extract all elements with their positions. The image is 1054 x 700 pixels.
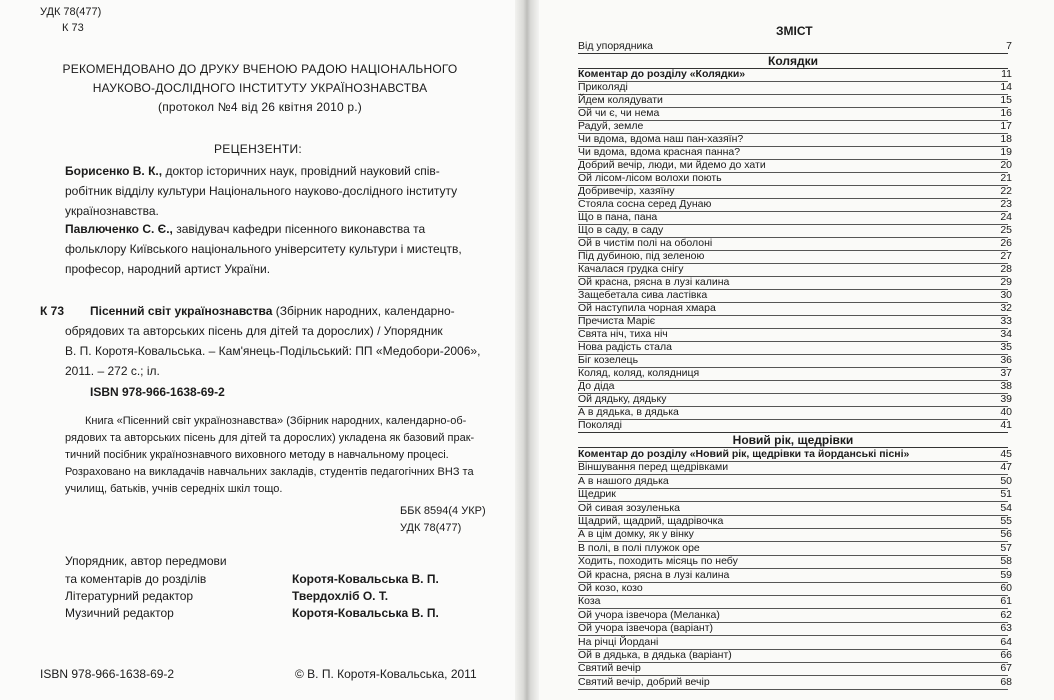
toc-entry-page: 23	[1000, 198, 1012, 210]
toc-entry-page: 61	[1000, 595, 1012, 608]
toc-row	[578, 595, 1012, 609]
toc-entry-page: 19	[1000, 146, 1012, 158]
toc-entry-title: Ой красна, рясна в лузі калина	[578, 568, 730, 581]
toc-row	[578, 211, 1012, 225]
reviewer-1-text: доктор історичних наук, провідний науковий спів-робітник відділу культури Національного науково-дослідного інституту українознавства.	[65, 164, 458, 218]
toc-row	[578, 172, 1012, 186]
toc-entry-page: 41	[1000, 419, 1012, 431]
toc-entry-page: 66	[1000, 649, 1012, 661]
toc-row	[578, 185, 1012, 199]
toc-entry-title: Ой чи є, чи нема	[578, 107, 660, 119]
toc-entry-title: Пречиста Маріє	[578, 315, 656, 327]
recommendation-block	[40, 60, 480, 117]
toc-entry-title: Ой козо, козо	[578, 582, 643, 594]
toc-entry-page: 59	[1000, 568, 1012, 581]
toc-entry-title: Що в пана, пана	[578, 211, 658, 223]
toc-entry-page: 22	[1000, 185, 1012, 197]
bbk-code: ББК 8594(4 УКР)	[400, 505, 486, 517]
toc-entry-page: 51	[1000, 488, 1012, 501]
toc-entry-page: 40	[1000, 406, 1012, 418]
toc-entry-title: Святий вечір	[578, 662, 641, 675]
toc-entry-title: А в цім домку, як у вінку	[578, 528, 694, 541]
book-description: Книга «Пісенний світ українознавства» (Збірник народних, календарно-об-рядових та авторських пісень для дітей та дорослих) укладена як базовий прак-тичний посібник українознавчого виховного методу в навчальному процесі. Розраховано на викладачів навчальних закладів, студентів педагогічних ВНЗ та училищ, батьків, учнів середніх шкіл тощо.	[65, 415, 475, 495]
toc-entry-title: Що в саду, в саду	[578, 224, 664, 236]
toc-row	[578, 662, 1012, 676]
toc-entry-title: На річці Йордані	[578, 635, 659, 648]
toc-entry-page: 30	[1000, 289, 1012, 301]
toc-entry-title: Свята ніч, тиха ніч	[578, 328, 668, 340]
toc-row	[578, 367, 1012, 381]
toc-entry-page: 17	[1000, 120, 1012, 132]
toc-entry-page: 64	[1000, 635, 1012, 648]
toc-row	[578, 528, 1012, 542]
toc-row	[578, 81, 1012, 95]
toc-entry-page: 68	[1000, 675, 1012, 688]
toc-entry-page: 36	[1000, 354, 1012, 366]
toc-entry-title: Радуй, земле	[578, 120, 644, 132]
biblio-line-1	[90, 304, 455, 318]
toc-entry-title: Нова радість стала	[578, 341, 672, 353]
toc-entry-page: 56	[1000, 528, 1012, 541]
reviewer-2-name: Павлюченко С. Є.,	[65, 222, 173, 236]
toc-row	[578, 159, 1012, 173]
recommendation-protocol: (протокол №4 від 26 квітня 2010 р.)	[158, 100, 362, 114]
toc-entry-title: Віншування перед щедрівками	[578, 461, 729, 474]
footer-isbn: ISBN 978-966-1638-69-2	[40, 667, 175, 681]
toc-entry-page: 20	[1000, 159, 1012, 171]
reviewer-2	[65, 219, 485, 279]
toc-row	[578, 635, 1012, 650]
toc-entry-title: Ой учора ізвечора (Меланка)	[578, 608, 720, 621]
toc-row	[578, 541, 1012, 556]
toc-entry-page: 16	[1000, 107, 1012, 119]
biblio-title: Пісенний світ українознавства	[90, 304, 273, 318]
toc-entry-title: Добривечір, хазяїну	[578, 185, 675, 197]
k73-top: К 73	[62, 22, 84, 34]
biblio-line-4: 2011. – 272 с.; іл.	[65, 364, 160, 378]
toc-entry-page: 60	[1000, 582, 1012, 594]
toc-row	[578, 315, 1012, 329]
toc-row	[578, 250, 1012, 264]
toc-entry-title: Коментар до розділу «Новий рік, щедрівки та йорданські пісні»	[578, 448, 910, 460]
toc-entry-page: 21	[1000, 172, 1012, 184]
toc-row	[578, 555, 1012, 569]
biblio-line-2: обрядових та авторських пісень для дітей та дорослих) / Упорядник	[65, 324, 443, 338]
biblio-isbn: ISBN 978-966-1638-69-2	[90, 385, 225, 399]
toc-row	[578, 120, 1012, 134]
toc-row	[578, 224, 1012, 238]
toc-intro-page: 7	[1006, 40, 1012, 52]
reviewer-1-name: Борисенко В. К.,	[65, 164, 163, 178]
toc-row	[578, 608, 1012, 623]
toc-row	[578, 328, 1012, 342]
toc-row	[578, 198, 1012, 212]
toc-row	[578, 133, 1012, 147]
toc-entry-title: Під дубиною, під зеленою	[578, 250, 705, 262]
toc-row	[578, 68, 1012, 82]
toc-entry-title: Ой учора ізвечора (варіант)	[578, 622, 714, 635]
toc-entry-title: Йдем колядувати	[578, 94, 663, 106]
toc-row	[578, 474, 1012, 489]
toc-entry-page: 67	[1000, 662, 1012, 675]
toc-row	[578, 501, 1012, 516]
toc-entry-title: Коляд, коляд, колядниця	[578, 367, 700, 379]
toc-entry-title: Ой сивая зозуленька	[578, 501, 681, 514]
toc-section-koliadky: Колядки	[578, 53, 1008, 69]
toc-entry-title: Чи вдома, вдома красная панна?	[578, 146, 741, 158]
toc-entry-page: 54	[1000, 501, 1012, 514]
toc-entry-title: Коментар до розділу «Колядки»	[578, 68, 746, 80]
book-gutter	[515, 0, 539, 700]
toc-entry-title: Ой красна, рясна в лузі калина	[578, 276, 730, 288]
toc-row	[578, 237, 1012, 251]
toc-entry-title: Поколяді	[578, 419, 622, 431]
toc-entry-title: А в нашого дядька	[578, 474, 669, 487]
toc-row	[578, 419, 1012, 433]
reviewer-2-text: завідувач кафедри пісенного виконавства та фольклору Київського національного університету культури і мистецтв, професор, народний артист України.	[65, 222, 462, 276]
toc-row	[578, 94, 1012, 108]
toc-row	[578, 276, 1012, 290]
toc-entry-page: 38	[1000, 380, 1012, 392]
credit-role-4: Музичний редактор	[65, 606, 174, 620]
toc-entry-page: 37	[1000, 367, 1012, 379]
toc-row	[578, 582, 1012, 596]
toc-row	[578, 675, 1012, 690]
toc-row	[578, 622, 1012, 636]
toc-entry-title: Ходить, походить місяць по небу	[578, 555, 738, 568]
toc-entry-title: Ой лісом-лісом волохи поють	[578, 172, 722, 184]
toc-entry-page: 50	[1000, 474, 1012, 487]
toc-row	[578, 393, 1012, 407]
copyright: © В. П. Коротя-Ковальська, 2011	[295, 667, 477, 681]
toc-entry-page: 14	[1000, 81, 1012, 93]
toc-entry-page: 18	[1000, 133, 1012, 145]
toc-entry-title: Приколяді	[578, 81, 628, 93]
udk-top: УДК 78(477)	[40, 6, 102, 18]
toc-entry-page: 55	[1000, 515, 1012, 527]
toc-row	[578, 289, 1012, 303]
toc-entry-title: Добрий вечір, люди, ми йдемо до хати	[578, 159, 766, 171]
toc-entry-page: 39	[1000, 393, 1012, 405]
toc-row	[578, 461, 1012, 475]
recommendation-line-1: РЕКОМЕНДОВАНО ДО ДРУКУ ВЧЕНОЮ РАДОЮ НАЦІОНАЛЬНОГО	[62, 62, 458, 76]
toc-entry-page: 32	[1000, 302, 1012, 314]
toc-entry-page: 29	[1000, 276, 1012, 288]
toc-entry-title: Щедрик	[578, 488, 616, 501]
credit-name-4: Коротя-Ковальська В. П.	[292, 606, 439, 620]
toc-row	[578, 406, 1012, 420]
toc-entry-title: Стояла сосна серед Дунаю	[578, 198, 712, 210]
toc-entry-page: 33	[1000, 315, 1012, 327]
toc-entry-title: Щадрий, щадрий, щадрівочка	[578, 515, 724, 527]
toc-entry-page: 47	[1000, 461, 1012, 474]
biblio-line-1-rest: (Збірник народних, календарно-	[275, 304, 455, 318]
toc-entry-page: 62	[1000, 608, 1012, 621]
toc-row	[578, 107, 1012, 121]
toc-entry-page: 34	[1000, 328, 1012, 340]
toc-entry-page: 63	[1000, 622, 1012, 635]
toc-entry-page: 25	[1000, 224, 1012, 236]
toc-row	[578, 515, 1012, 529]
toc-row	[578, 380, 1012, 394]
toc-row	[578, 568, 1012, 583]
reviewer-1	[65, 161, 485, 221]
toc-intro-title: Від упорядника	[578, 40, 654, 52]
toc-entry-page: 58	[1000, 555, 1012, 568]
toc-entry-title: Коза	[578, 595, 601, 608]
toc-entry-page: 24	[1000, 211, 1012, 223]
credit-role-2: та коментарів до розділів	[65, 572, 207, 586]
toc-row	[578, 302, 1012, 316]
credit-role-3: Літературний редактор	[65, 589, 194, 603]
udk-bottom: УДК 78(477)	[400, 522, 462, 534]
toc-row	[578, 146, 1012, 160]
toc-entry-page: 26	[1000, 237, 1012, 249]
reviewers-title: РЕЦЕНЗЕНТИ:	[214, 142, 303, 156]
toc-row	[578, 341, 1012, 355]
biblio-code: К 73	[40, 304, 65, 318]
toc-entry-page: 15	[1000, 94, 1012, 106]
toc-entry-title: Ой дядьку, дядьку	[578, 393, 667, 405]
toc-entry-page: 45	[1000, 448, 1012, 460]
toc-entry-title: Святий вечір, добрий вечір	[578, 675, 710, 688]
toc-entry-title: Ой наступила чорная хмара	[578, 302, 716, 314]
toc-entry-title: Защебетала сива ластівка	[578, 289, 708, 301]
toc-entry-page: 28	[1000, 263, 1012, 275]
toc-row	[578, 488, 1012, 502]
toc-entry-title: Ой в дядька, в дядька (варіант)	[578, 649, 732, 661]
toc-row	[578, 354, 1012, 368]
toc-entry-page: 57	[1000, 541, 1012, 554]
toc-entry-title: Качалася грудка снігу	[578, 263, 684, 275]
toc-entry-title: Чи вдома, вдома наш пан-хазяїн?	[578, 133, 744, 145]
toc-row	[578, 263, 1012, 277]
biblio-line-3: В. П. Коротя-Ковальська. – Кам'янець-Подільський: ПП «Медобори-2006»,	[65, 344, 481, 358]
toc-entry-page: 11	[1001, 68, 1012, 80]
toc-title: ЗМІСТ	[776, 24, 813, 38]
toc-entry-title: До діда	[578, 380, 615, 392]
toc-entry-page: 35	[1000, 341, 1012, 353]
toc-row	[578, 448, 1012, 462]
toc-entry-title: В полі, в полі плужок оре	[578, 541, 700, 554]
credit-name-2: Коротя-Ковальська В. П.	[292, 572, 439, 586]
toc-entry-title: Біг козелець	[578, 354, 639, 366]
toc-section-novyi-rik: Новий рік, щедрівки	[578, 432, 1008, 448]
recommendation-line-2: НАУКОВО-ДОСЛІДНОГО ІНСТИТУТУ УКРАЇНОЗНАВСТВА	[92, 81, 428, 95]
toc-entry-title: Ой в чистім полі на оболоні	[578, 237, 713, 249]
credit-name-3: Твердохліб О. Т.	[292, 589, 389, 603]
toc-entry-page: 27	[1000, 250, 1012, 262]
toc-entry-title: А в дядька, в дядька	[578, 406, 679, 418]
toc-intro-row	[578, 40, 1012, 54]
toc-row	[578, 649, 1012, 663]
credit-role-1: Упорядник, автор передмови	[65, 554, 227, 568]
